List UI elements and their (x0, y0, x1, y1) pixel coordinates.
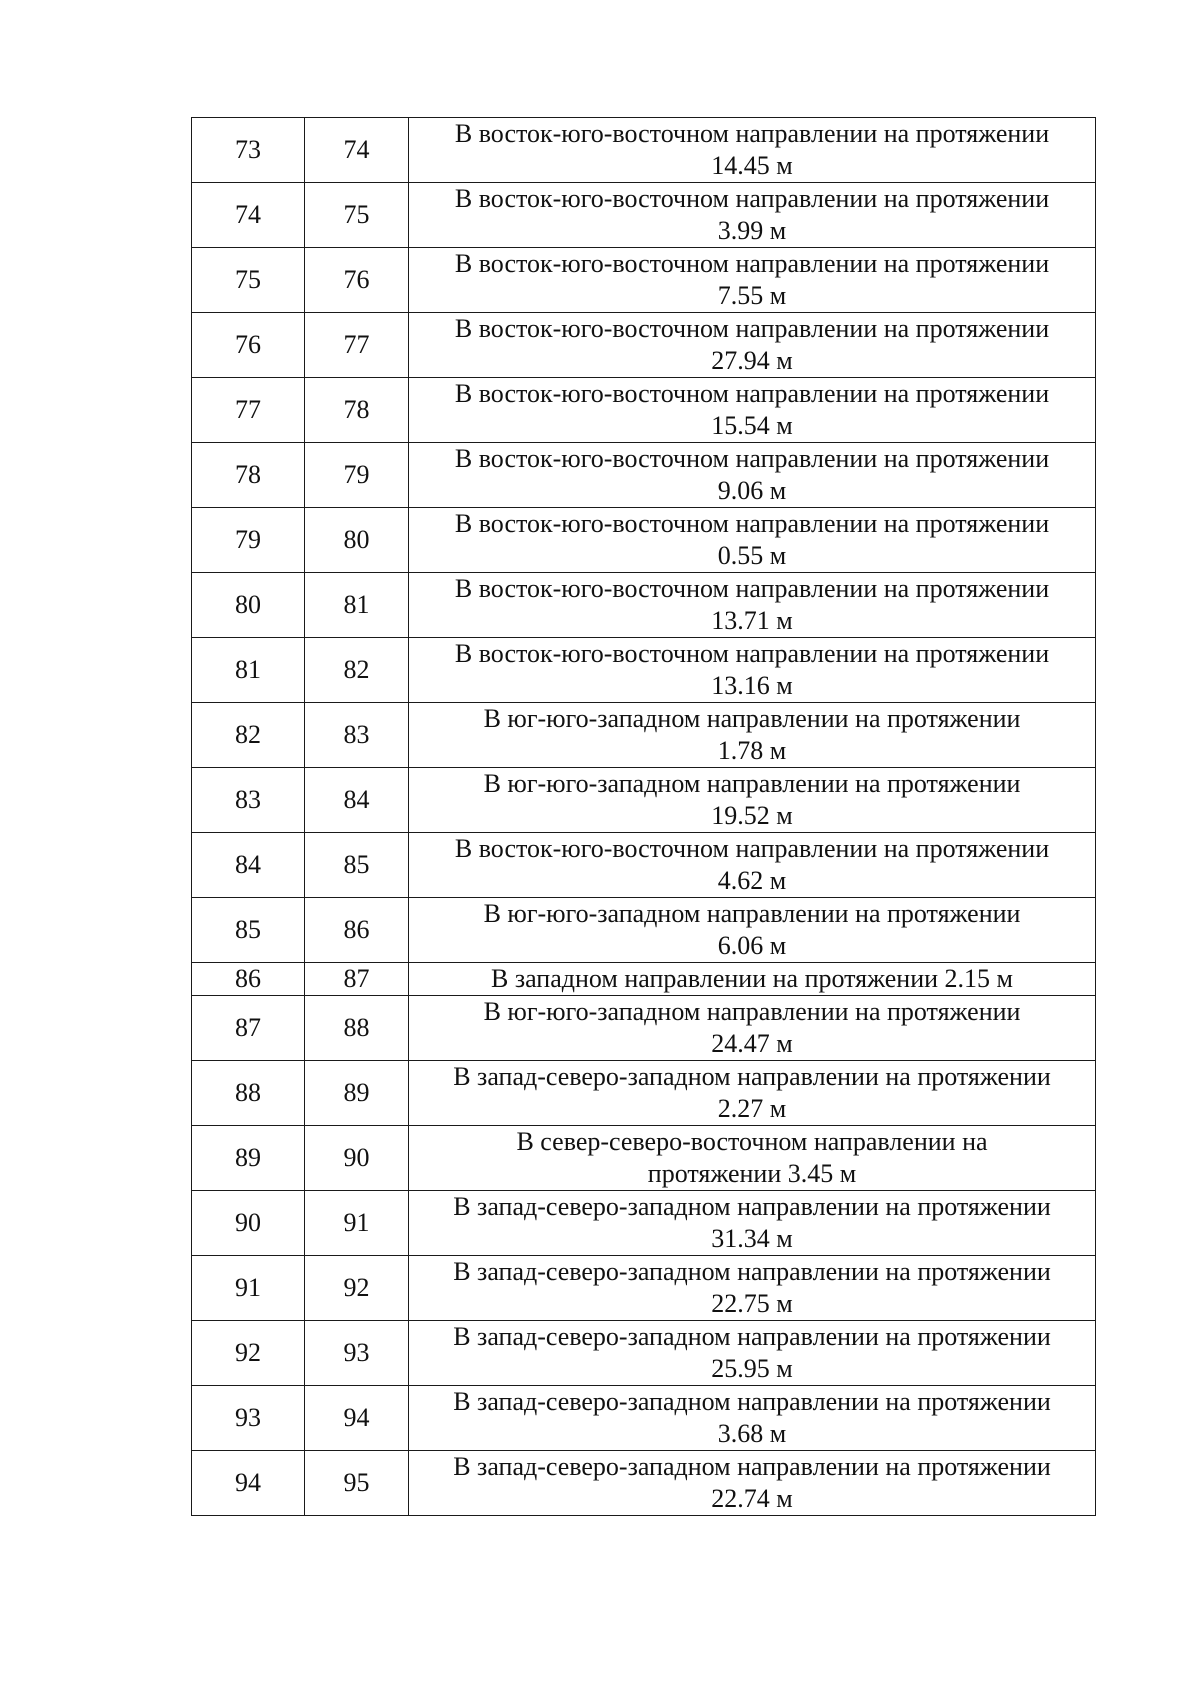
point-to-cell: 76 (305, 248, 409, 313)
direction-text: В западном направлении на протяжении 2.15 м (491, 964, 1013, 993)
direction-text: В запад-северо-западном направлении на протяжении (453, 1322, 1051, 1351)
direction-text: В юг-юго-западном направлении на протяжении (483, 769, 1021, 798)
point-to-cell: 89 (305, 1061, 409, 1126)
point-from-cell: 92 (192, 1321, 305, 1386)
distance-text: 13.71 м (711, 606, 793, 635)
distance-text: 22.75 м (711, 1289, 793, 1318)
distance-text: 19.52 м (711, 801, 793, 830)
table-row (192, 183, 1096, 248)
point-from-cell: 89 (192, 1126, 305, 1191)
direction-text: В юг-юго-западном направлении на протяжении (483, 704, 1021, 733)
table-row (192, 378, 1096, 443)
distance-text: 7.55 м (717, 281, 787, 310)
point-from-cell: 93 (192, 1386, 305, 1451)
point-to-cell: 78 (305, 378, 409, 443)
direction-text: В юг-юго-западном направлении на протяжении (483, 997, 1021, 1026)
point-to-cell: 82 (305, 638, 409, 703)
table-row (192, 768, 1096, 833)
direction-description-cell (409, 768, 1096, 833)
direction-text: В восток-юго-восточном направлении на протяжении (454, 249, 1050, 278)
table-row (192, 1386, 1096, 1451)
direction-description-cell (409, 183, 1096, 248)
point-to-cell: 94 (305, 1386, 409, 1451)
direction-description-cell (409, 996, 1096, 1061)
direction-description-cell (409, 248, 1096, 313)
table-row (192, 1126, 1096, 1191)
table-row (192, 1256, 1096, 1321)
point-to-cell: 77 (305, 313, 409, 378)
point-to-cell: 87 (305, 963, 409, 996)
table-row (192, 1061, 1096, 1126)
point-to-cell: 88 (305, 996, 409, 1061)
direction-text: В восток-юго-восточном направлении на протяжении (454, 314, 1050, 343)
direction-text: В восток-юго-восточном направлении на протяжении (454, 379, 1050, 408)
point-from-cell: 85 (192, 898, 305, 963)
direction-description-cell (409, 443, 1096, 508)
distance-text: 2.27 м (717, 1094, 787, 1123)
distance-text: 15.54 м (711, 411, 793, 440)
distance-text: 14.45 м (711, 151, 793, 180)
table-row (192, 703, 1096, 768)
direction-description-cell (409, 378, 1096, 443)
point-from-cell: 86 (192, 963, 305, 996)
direction-text: В север-северо-восточном направлении на (516, 1127, 988, 1156)
table-row (192, 508, 1096, 573)
table-row (192, 638, 1096, 703)
distance-text: 27.94 м (711, 346, 793, 375)
direction-description-cell (409, 1061, 1096, 1126)
point-to-cell: 95 (305, 1451, 409, 1516)
direction-description-cell (409, 313, 1096, 378)
point-to-cell: 74 (305, 118, 409, 183)
distance-text: 1.78 м (717, 736, 787, 765)
point-from-cell: 73 (192, 118, 305, 183)
distance-text: 6.06 м (717, 931, 787, 960)
point-to-cell: 84 (305, 768, 409, 833)
table-row (192, 118, 1096, 183)
direction-description-cell (409, 1386, 1096, 1451)
direction-text: В восток-юго-восточном направлении на протяжении (454, 639, 1050, 668)
direction-text: В восток-юго-восточном направлении на протяжении (454, 184, 1050, 213)
direction-description-cell (409, 898, 1096, 963)
direction-description-cell (409, 573, 1096, 638)
table-row (192, 573, 1096, 638)
point-from-cell: 81 (192, 638, 305, 703)
point-from-cell: 94 (192, 1451, 305, 1516)
distance-text: 3.99 м (717, 216, 787, 245)
direction-text: В восток-юго-восточном направлении на протяжении (454, 834, 1050, 863)
direction-text: В юг-юго-западном направлении на протяжении (483, 899, 1021, 928)
direction-description-cell (409, 1191, 1096, 1256)
table-row (192, 996, 1096, 1061)
distance-text: 13.16 м (711, 671, 793, 700)
distance-text: 31.34 м (711, 1224, 793, 1253)
distance-text: 24.47 м (711, 1029, 793, 1058)
point-from-cell: 83 (192, 768, 305, 833)
point-from-cell: 84 (192, 833, 305, 898)
table-row (192, 1451, 1096, 1516)
point-to-cell: 81 (305, 573, 409, 638)
point-from-cell: 91 (192, 1256, 305, 1321)
direction-description-cell (409, 118, 1096, 183)
direction-text: В запад-северо-западном направлении на протяжении (453, 1452, 1051, 1481)
point-to-cell: 92 (305, 1256, 409, 1321)
direction-description-cell (409, 1126, 1096, 1191)
point-from-cell: 79 (192, 508, 305, 573)
direction-text: В восток-юго-восточном направлении на протяжении (454, 574, 1050, 603)
direction-description-cell (409, 1451, 1096, 1516)
table-row (192, 248, 1096, 313)
point-to-cell: 91 (305, 1191, 409, 1256)
table-row (192, 963, 1096, 996)
table-row (192, 898, 1096, 963)
point-from-cell: 88 (192, 1061, 305, 1126)
table-row (192, 833, 1096, 898)
direction-description-cell (409, 963, 1096, 996)
point-to-cell: 83 (305, 703, 409, 768)
direction-description-cell (409, 833, 1096, 898)
point-to-cell: 86 (305, 898, 409, 963)
direction-text: В запад-северо-западном направлении на протяжении (453, 1062, 1051, 1091)
point-from-cell: 77 (192, 378, 305, 443)
point-from-cell: 80 (192, 573, 305, 638)
point-from-cell: 87 (192, 996, 305, 1061)
direction-text: В запад-северо-западном направлении на протяжении (453, 1387, 1051, 1416)
distance-text: 0.55 м (717, 541, 787, 570)
table-row (192, 1321, 1096, 1386)
direction-description-cell (409, 1256, 1096, 1321)
table-row (192, 1191, 1096, 1256)
direction-text: В восток-юго-восточном направлении на протяжении (454, 119, 1050, 148)
point-from-cell: 75 (192, 248, 305, 313)
point-to-cell: 79 (305, 443, 409, 508)
direction-text: В восток-юго-восточном направлении на протяжении (454, 444, 1050, 473)
point-from-cell: 78 (192, 443, 305, 508)
boundary-description-table (191, 117, 1096, 1516)
point-to-cell: 75 (305, 183, 409, 248)
direction-text: В запад-северо-западном направлении на протяжении (453, 1257, 1051, 1286)
distance-text: 4.62 м (717, 866, 787, 895)
direction-text: В восток-юго-восточном направлении на протяжении (454, 509, 1050, 538)
point-from-cell: 90 (192, 1191, 305, 1256)
point-to-cell: 85 (305, 833, 409, 898)
direction-description-cell (409, 703, 1096, 768)
point-to-cell: 80 (305, 508, 409, 573)
direction-description-cell (409, 508, 1096, 573)
direction-description-cell (409, 1321, 1096, 1386)
distance-text: 25.95 м (711, 1354, 793, 1383)
point-from-cell: 74 (192, 183, 305, 248)
point-from-cell: 76 (192, 313, 305, 378)
distance-text: 22.74 м (711, 1484, 793, 1513)
distance-text: 3.68 м (717, 1419, 787, 1448)
point-from-cell: 82 (192, 703, 305, 768)
table-row (192, 443, 1096, 508)
table-row (192, 313, 1096, 378)
direction-text: В запад-северо-западном направлении на протяжении (453, 1192, 1051, 1221)
distance-text: протяжении 3.45 м (647, 1159, 857, 1188)
direction-description-cell (409, 638, 1096, 703)
distance-text: 9.06 м (717, 476, 787, 505)
point-to-cell: 90 (305, 1126, 409, 1191)
point-to-cell: 93 (305, 1321, 409, 1386)
